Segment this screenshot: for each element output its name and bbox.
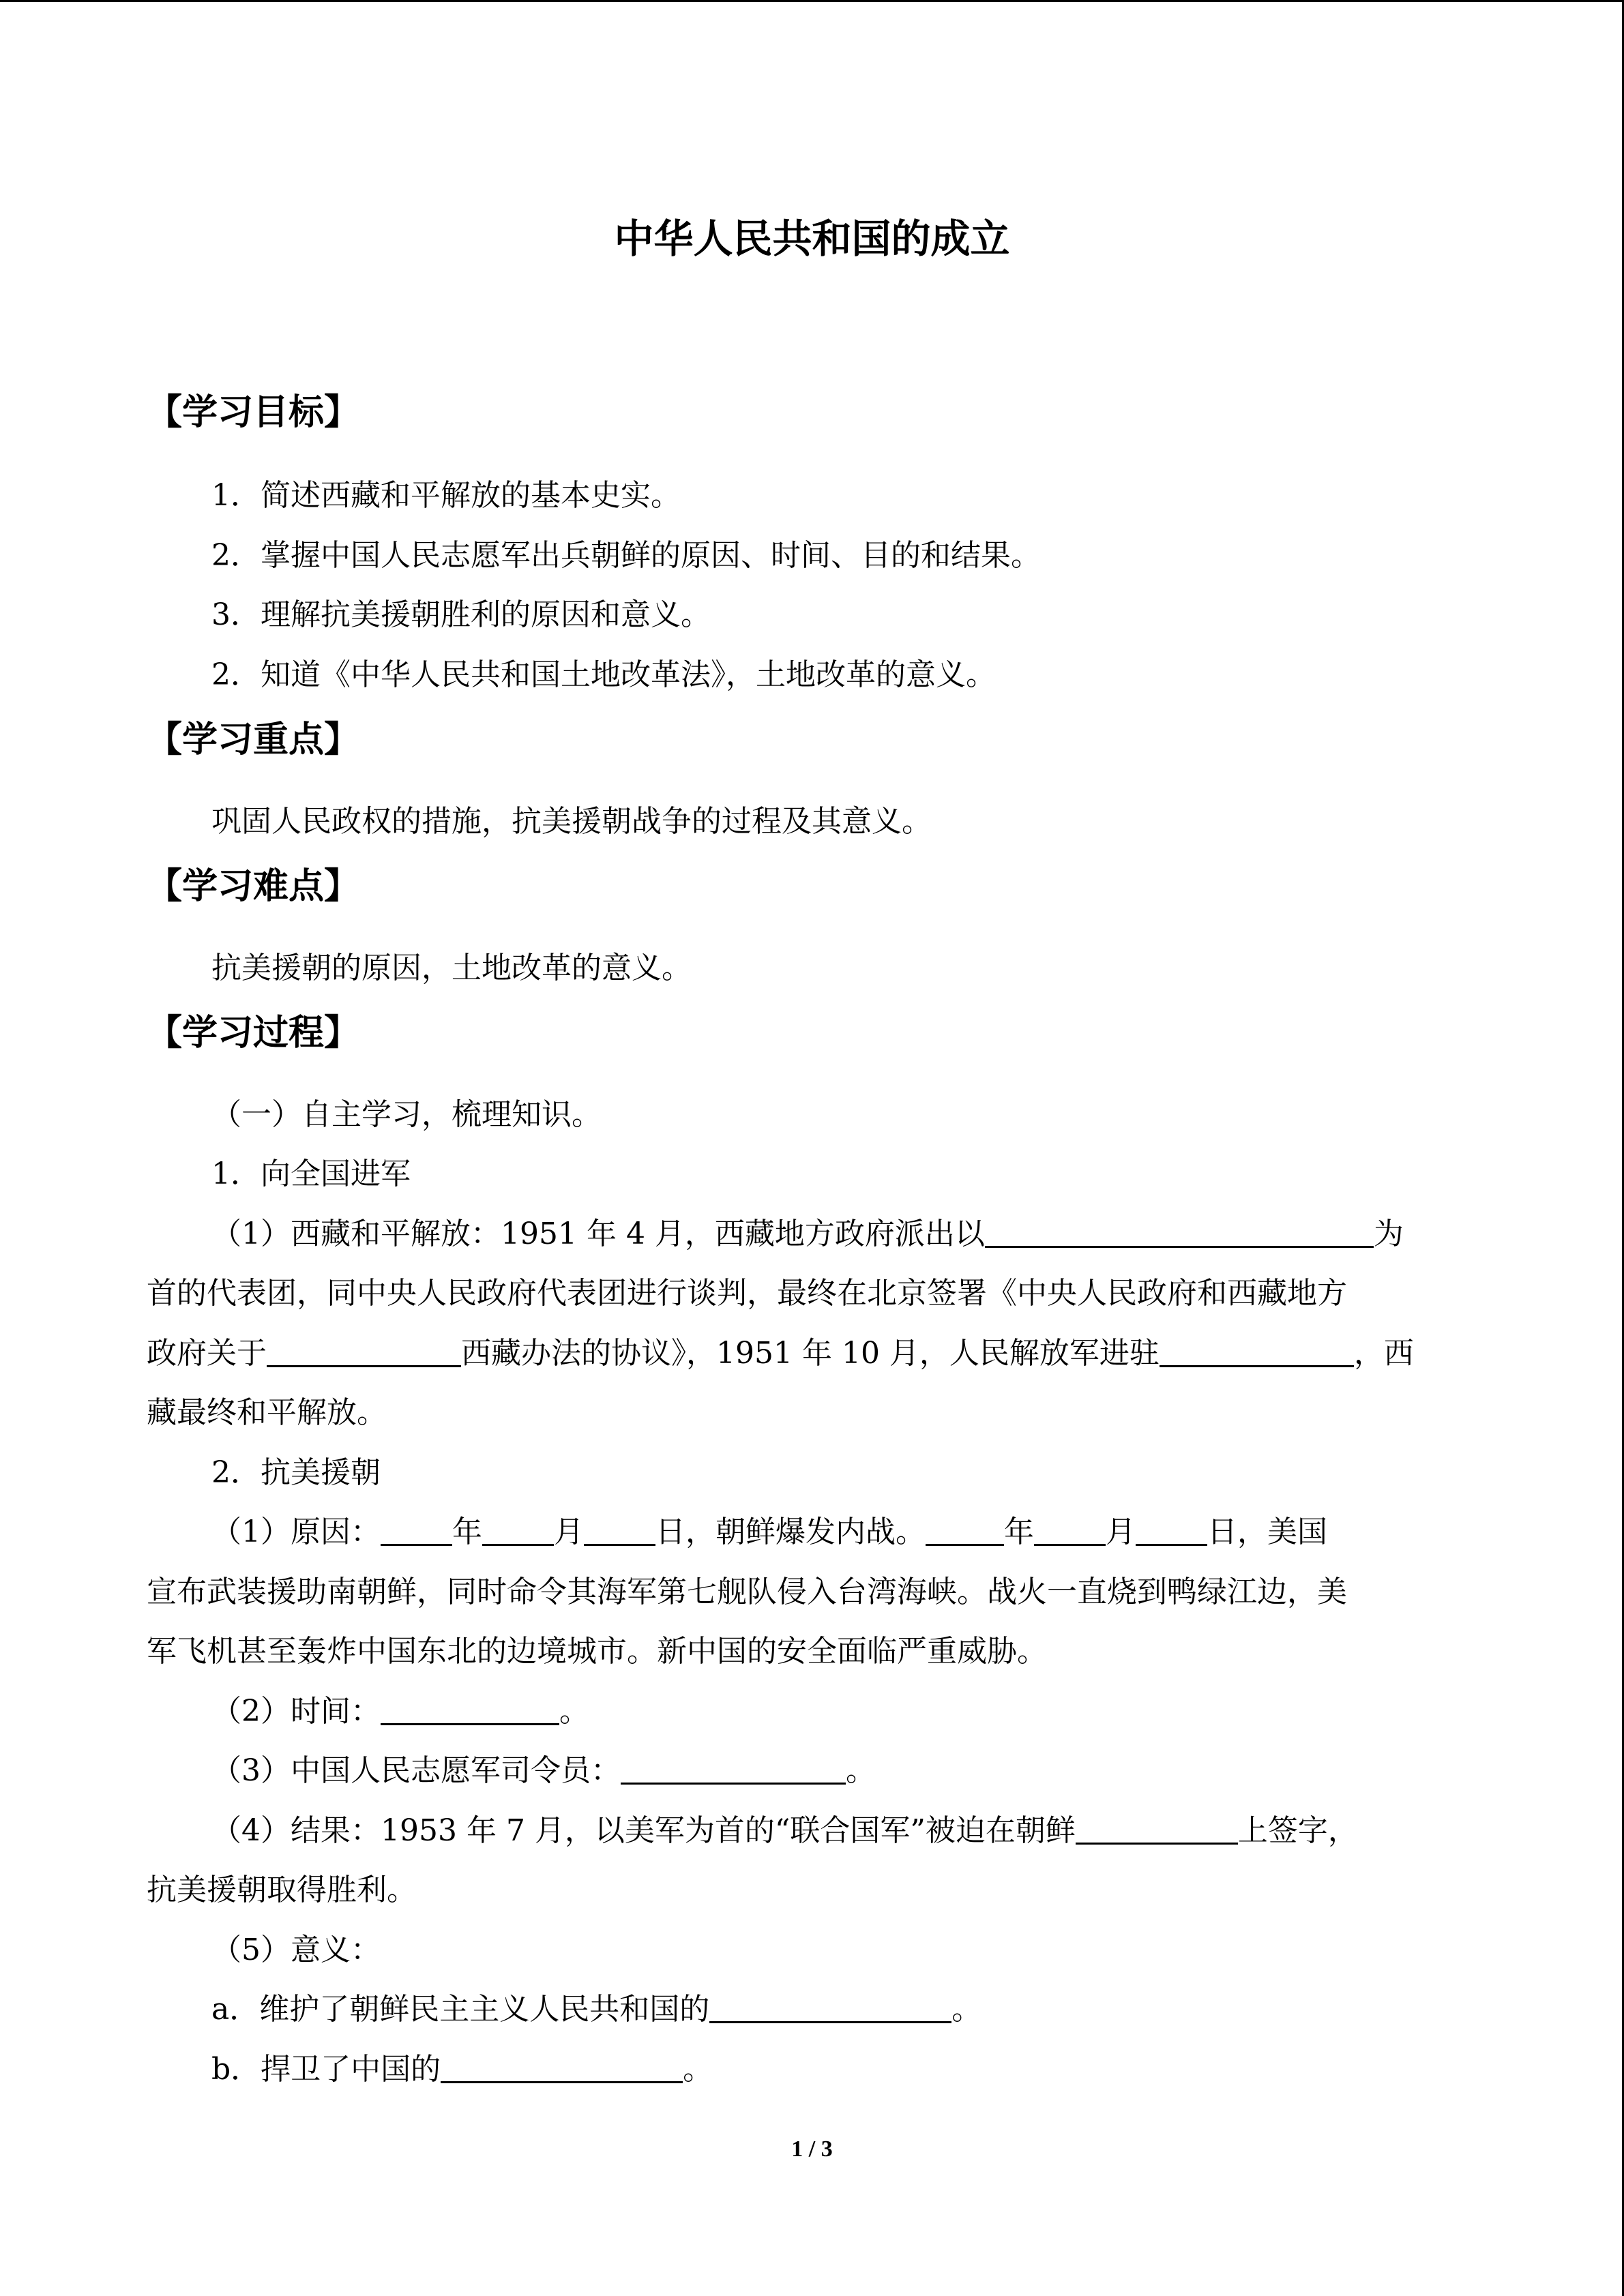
tibet-line-4: 藏最终和平解放。 <box>147 1395 387 1430</box>
objective-item: 2．知道《中华人民共和国土地改革法》，土地改革的意义。 <box>211 657 996 692</box>
key-points-text: 巩固人民政权的措施，抗美援朝战争的过程及其意义。 <box>211 804 932 839</box>
key-points-heading: 【学习重点】 <box>147 719 360 760</box>
objective-item: 2．掌握中国人民志愿军出兵朝鲜的原因、时间、目的和结果。 <box>211 538 1041 573</box>
fill-blank[interactable] <box>709 1991 951 2023</box>
section2-title: 2．抗美援朝 <box>211 1455 381 1490</box>
fill-blank[interactable] <box>381 1693 559 1725</box>
significance-b: b．捍卫了中国的 。 <box>211 2052 713 2087</box>
fill-blank[interactable] <box>381 1514 452 1546</box>
fill-blank[interactable] <box>1160 1335 1354 1367</box>
part1-title: （一）自主学习，梳理知识。 <box>211 1097 602 1132</box>
tibet-line-1: （1）西藏和平解放：1951 年 4 月，西藏地方政府派出以 为 <box>211 1217 1404 1251</box>
fill-blank[interactable] <box>1136 1514 1207 1546</box>
page-title: 中华人民共和国的成立 <box>614 215 1010 262</box>
fill-blank[interactable] <box>267 1335 461 1367</box>
page-number: 1 / 3 <box>791 2136 833 2162</box>
fill-blank[interactable] <box>482 1514 554 1546</box>
process-heading: 【学习过程】 <box>147 1013 360 1054</box>
significance-title: （5）意义： <box>211 1933 381 1967</box>
significance-a: a．维护了朝鲜民主主义人民共和国的 。 <box>211 1992 982 2027</box>
objectives-heading: 【学习目标】 <box>147 392 360 433</box>
fill-blank[interactable] <box>985 1216 1374 1248</box>
page-border-top <box>0 0 1624 2</box>
fill-blank[interactable] <box>1076 1813 1238 1845</box>
commander-line: （3）中国人民志愿军司令员： 。 <box>211 1753 876 1788</box>
fill-blank[interactable] <box>926 1514 1004 1546</box>
result-line-2: 抗美援朝取得胜利。 <box>147 1873 417 1907</box>
tibet-line-3: 政府关于 西藏办法的协议》，1951 年 10 月，人民解放军进驻 ，西 <box>147 1336 1414 1371</box>
result-line-1: （4）结果：1953 年 7 月，以美军为首的“联合国军”被迫在朝鲜 上签字， <box>211 1813 1358 1848</box>
cause-line-3: 军飞机甚至轰炸中国东北的边境城市。新中国的安全面临严重威胁。 <box>147 1634 1047 1669</box>
fill-blank[interactable] <box>1034 1514 1106 1546</box>
section1-title: 1．向全国进军 <box>211 1157 411 1191</box>
fill-blank[interactable] <box>441 2051 683 2083</box>
objective-item: 1．简述西藏和平解放的基本史实。 <box>211 478 681 513</box>
fill-blank[interactable] <box>621 1753 846 1785</box>
difficulties-heading: 【学习难点】 <box>147 866 360 907</box>
cause-line-1: （1）原因： 年 月 日，朝鲜爆发内战。 年 月 日，美国 <box>211 1515 1327 1549</box>
tibet-line-2: 首的代表团，同中央人民政府代表团进行谈判，最终在北京签署《中央人民政府和西藏地方 <box>147 1276 1347 1311</box>
time-line: （2）时间： 。 <box>211 1694 589 1729</box>
difficulties-text: 抗美援朝的原因，土地改革的意义。 <box>211 951 692 985</box>
fill-blank[interactable] <box>584 1514 655 1546</box>
objective-item: 3．理解抗美援朝胜利的原因和意义。 <box>211 597 711 632</box>
cause-line-2: 宣布武装援助南朝鲜，同时命令其海军第七舰队侵入台湾海峡。战火一直烧到鸭绿江边，美 <box>147 1575 1347 1609</box>
